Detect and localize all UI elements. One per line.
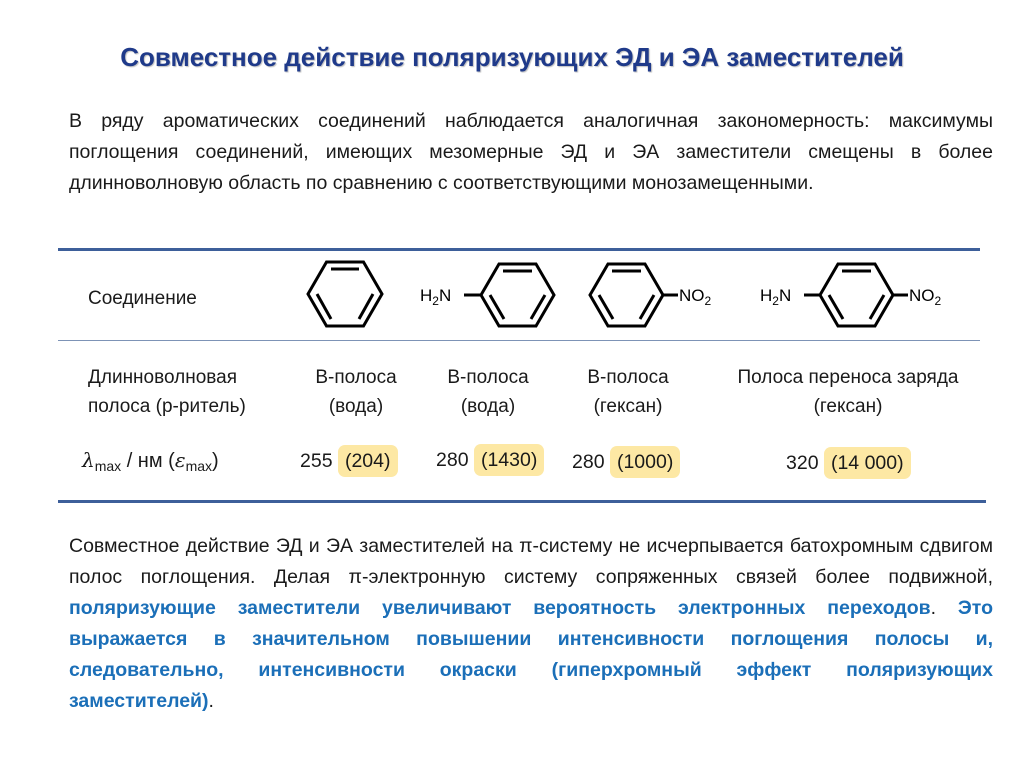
band-p-nitroaniline-solvent: (гексан) <box>813 396 883 417</box>
lambda-benzene: 255 <box>300 450 333 472</box>
band-nitrobenzene-solvent: (гексан) <box>593 396 663 417</box>
lambda-nitrobenzene: 280 <box>572 451 605 473</box>
value-nitrobenzene <box>572 451 680 474</box>
epsilon-benzene: (204) <box>338 445 398 477</box>
band-nitrobenzene <box>568 363 688 421</box>
slide-title: Совместное действие поляризующих ЭД и ЭА заместителей <box>120 42 904 72</box>
table-middle-rule <box>58 340 980 341</box>
aniline-structure <box>418 258 558 334</box>
svg-text:H2N: $H_2N$ <box>760 286 792 308</box>
epsilon-symbol: ε <box>174 448 186 472</box>
conclusion-highlight-1: поляризующие заместители увеличивают вероятность электронных переходов <box>69 597 931 619</box>
value-benzene <box>300 450 398 473</box>
conclusion-paragraph <box>69 531 993 717</box>
epsilon-nitrobenzene: (1000) <box>610 446 680 478</box>
row-label-lambda <box>82 448 219 474</box>
band-aniline <box>428 363 548 421</box>
value-aniline <box>436 449 544 472</box>
intro-paragraph: В ряду ароматических соединений наблюдается аналогичная закономерность: максимумы поглощения соединений, имеющих мезомерные ЭД и ЭА заместители смещены в более длинноволновую область по сравнению с соответствующими монозамещенными. <box>69 110 993 194</box>
epsilon-subscript: max <box>185 458 213 474</box>
epsilon-aniline: (1430) <box>474 444 544 476</box>
conclusion-dot-1: . <box>930 597 937 619</box>
lambda-subscript: max <box>94 458 122 474</box>
row-label-band-line2: полоса (p-ритель) <box>88 396 246 417</box>
band-benzene-solvent: (вода) <box>328 396 384 417</box>
conclusion-highlight-2: Это выражается в значительном повышении интенсивности поглощения полосы и, следовательно, интенсивности окраски (гиперхромный эффект поляризующих заместителей) <box>69 597 993 712</box>
table-bottom-rule <box>58 500 986 503</box>
svg-text:NO2: $NO_2$ <box>909 286 942 308</box>
row-label-band <box>88 363 246 421</box>
band-aniline-solvent: (вода) <box>460 396 516 417</box>
band-nitrobenzene-type: B-полоса <box>587 367 669 388</box>
conclusion-dot-2: . <box>208 690 214 712</box>
row-label-compound: Соединение <box>88 288 197 309</box>
lambda-unit: / нм ( <box>121 450 175 472</box>
lambda-aniline: 280 <box>436 449 469 471</box>
value-p-nitroaniline <box>786 452 911 475</box>
svg-text:H2N: $H_2N$ <box>420 286 452 308</box>
lambda-symbol: λ <box>82 448 95 472</box>
epsilon-p-nitroaniline: (14 000) <box>824 447 911 479</box>
band-aniline-type: B-полоса <box>447 367 529 388</box>
band-benzene <box>296 363 416 421</box>
table-top-rule <box>58 248 980 251</box>
benzene-structure <box>300 258 390 334</box>
conclusion-plain: Совместное действие ЭД и ЭА заместителей на π-систему не исчерпывается батохромным сдвигом полос поглощения. Делая π-электронную систему сопряженных связей более подвижной, <box>69 535 993 588</box>
nitrobenzene-structure <box>586 258 722 334</box>
row-label-band-line1: Длинноволновая <box>88 367 238 388</box>
band-p-nitroaniline-type: Полоса переноса заряда <box>737 367 959 388</box>
lambda-close: ) <box>212 450 219 472</box>
svg-text:NO2: $NO_2$ <box>679 286 712 308</box>
band-benzene-type: B-полоса <box>315 367 397 388</box>
band-p-nitroaniline <box>706 363 990 421</box>
p-nitroaniline-structure <box>756 258 956 334</box>
lambda-p-nitroaniline: 320 <box>786 452 819 474</box>
